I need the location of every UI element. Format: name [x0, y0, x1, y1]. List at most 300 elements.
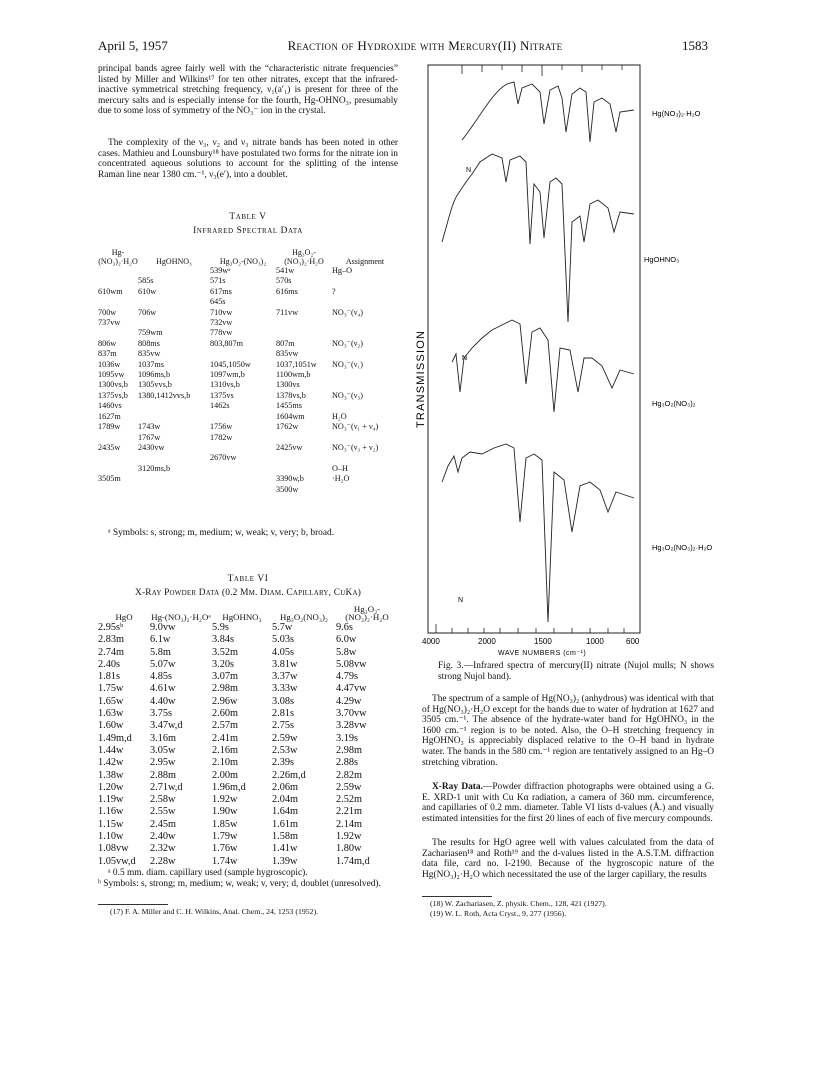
table-cell: 1762w: [276, 422, 299, 432]
top-ticks: [462, 65, 622, 76]
table-cell: [332, 485, 398, 495]
table-cell: 3.33w: [272, 683, 298, 695]
table-cell: 1767w: [138, 432, 161, 442]
table-row: [98, 770, 398, 782]
table-cell: 1.05vw,d: [98, 855, 136, 867]
reference-17: (17) F. A. Miller and C. H. Wilkins, Anal. Chem., 24, 1253 (1952).: [110, 907, 319, 916]
table-cell: 4.47vw: [336, 683, 367, 695]
table5-header: HgOHNO₃: [156, 256, 192, 266]
table-row: [98, 634, 398, 646]
table-cell: [210, 349, 276, 359]
table-cell: 4.05s: [272, 646, 295, 658]
table-cell: 1.44w: [98, 744, 124, 756]
table-cell: 1756w: [210, 422, 233, 432]
table-cell: 732vw: [210, 318, 233, 328]
table-cell: 616ms: [276, 286, 298, 296]
table-cell: 2.88s: [336, 757, 359, 769]
table-cell: 1627m: [98, 411, 121, 421]
table-cell: 2.59w: [336, 781, 362, 793]
table-cell: 706w: [138, 307, 157, 317]
table-row: [98, 391, 398, 401]
table-cell: 1.20w: [98, 781, 124, 793]
table5-header: Hg₃O₂-(NO₃)₂: [219, 256, 267, 266]
table-cell: 4.29w: [336, 695, 362, 707]
table5-body: [98, 266, 398, 495]
table-cell: 585s: [138, 276, 154, 286]
table-cell: 1.39w: [272, 855, 298, 867]
table-row: [98, 485, 398, 495]
table-cell: 3.81w: [272, 658, 298, 670]
table-cell: 2.98m: [336, 744, 363, 756]
trace-label-1: Hg(NO₃)₂·H₂O: [652, 109, 701, 118]
table-cell: 1.92w: [336, 831, 362, 843]
table-cell: 1789w: [98, 422, 121, 432]
table-cell: [138, 297, 210, 307]
table-cell: [138, 401, 210, 411]
table-cell: 1.75w: [98, 683, 124, 695]
table-cell: [98, 297, 138, 307]
table-cell: 9.0vw: [150, 622, 176, 633]
paragraph-hgo-results: The results for HgO agree well with values calculated from the data of Zachariasen¹⁸ and Roth¹⁹ and the d-values listed in the A.S.T.M. diffraction data file, card no. I-2190. Because of the hygroscopic nature of the Hg(NO₃)₂·H₂O which necessitated the use of the larger capillary, the results: [422, 838, 714, 880]
table-row: [98, 733, 398, 745]
table-cell: [98, 433, 138, 443]
table-cell: [332, 297, 398, 307]
table-row: [98, 647, 398, 659]
table-cell: 1095vw: [98, 370, 125, 380]
table-cell: 2.88m: [150, 769, 177, 781]
table-cell: 1.79w: [212, 831, 238, 843]
table-cell: 1.80w: [336, 843, 362, 855]
table-cell: 5.7w: [272, 622, 293, 633]
table6-header: Hg₃O₂(NO₃)₂: [280, 612, 328, 623]
reference-18: (18) W. Zachariasen, Z. physik. Chem., 128, 421 (1927).: [430, 899, 607, 908]
table-cell: 4.40w: [150, 695, 176, 707]
table-cell: 1.15w: [98, 818, 124, 830]
table-cell: 1.49m,d: [98, 732, 132, 744]
table-row: [98, 422, 398, 432]
table-cell: 803,807m: [210, 338, 243, 348]
table-cell: 807m: [276, 338, 295, 348]
ir-spectra-chart: [415, 62, 714, 658]
table-cell: 2.59w: [272, 732, 298, 744]
table-cell: 1.08vw: [98, 843, 129, 855]
table-cell: 806w: [98, 338, 117, 348]
table6-body: [98, 622, 398, 868]
table-cell: [276, 433, 332, 443]
table-cell: 5.9s: [212, 622, 229, 633]
table-cell: [98, 464, 138, 474]
table-cell: NO₃⁻(ν₁): [332, 359, 364, 369]
table-cell: 2.74m: [98, 646, 125, 658]
table-row: [98, 380, 398, 390]
table-row: [98, 696, 398, 708]
table6-title: X-Ray Powder Data (0.2 Mm. Diam. Capillary, CuKα): [134, 588, 362, 598]
table-cell: NO₃⁻(ν₃): [332, 390, 364, 400]
table-cell: 1300vs,b: [98, 380, 128, 390]
table-cell: 1.19w: [98, 794, 124, 806]
table-cell: 2.60m: [212, 708, 239, 720]
table-cell: [138, 474, 210, 484]
table-cell: 3.08s: [272, 695, 295, 707]
table-row: [98, 412, 398, 422]
table-cell: [332, 380, 398, 390]
table-cell: 1.74m,d: [336, 855, 370, 867]
table-cell: [210, 474, 276, 484]
table6-header: HgO: [115, 612, 133, 623]
table-row: [98, 360, 398, 370]
table-cell: 3.16m: [150, 732, 177, 744]
table-row: [98, 831, 398, 843]
table-cell: 2435w: [98, 442, 121, 452]
table-cell: 5.03s: [272, 634, 295, 646]
table-cell: 1375vs,b: [98, 390, 128, 400]
x-tick-label: 1500: [534, 637, 552, 646]
table-cell: 3.84s: [212, 634, 235, 646]
table-cell: 541w: [276, 266, 295, 275]
table-cell: 1100wm,b: [276, 370, 311, 380]
table-cell: 1.74w: [212, 855, 238, 867]
figure-caption: Fig. 3.—Infrared spectra of mercury(II) nitrate (Nujol mulls; N shows strong Nujol band).: [438, 661, 714, 682]
table-row: [98, 819, 398, 831]
x-tick-label: 1000: [586, 637, 604, 646]
nujol-marker: N: [458, 597, 464, 604]
table-row: [98, 308, 398, 318]
table-cell: 2.00m: [212, 769, 239, 781]
table-cell: 3.20s: [212, 658, 235, 670]
table-row: [98, 349, 398, 359]
table-cell: 3390w,b: [276, 474, 304, 484]
table-cell: 617ms: [210, 286, 232, 296]
table-cell: 1036w: [98, 359, 121, 369]
table-cell: [332, 370, 398, 380]
table-cell: [276, 453, 332, 463]
table-cell: 539wᵃ: [210, 266, 231, 275]
table5-footnote: ᵃ Symbols: s, strong; m, medium; w, weak; v, very; b, broad.: [108, 528, 335, 538]
trace-label-2: HgOHNO₃: [644, 255, 680, 264]
table-cell: 2425vw: [276, 442, 303, 452]
table-row: [98, 339, 398, 349]
table-cell: [138, 453, 210, 463]
paragraph-xray: [422, 782, 714, 824]
table-cell: 2.96w: [212, 695, 238, 707]
table-cell: 2.41m: [212, 732, 239, 744]
xray-heading: X-Ray Data.: [432, 782, 483, 792]
table-cell: 2.58w: [150, 794, 176, 806]
table-cell: 2670vw: [210, 453, 237, 463]
table-row: [98, 745, 398, 757]
table-cell: NO₃⁻(ν₁ + ν₄): [332, 422, 379, 432]
table-cell: 3.70vw: [336, 708, 367, 720]
table-cell: 2.26m,d: [272, 769, 306, 781]
table-row: [98, 782, 398, 794]
table-cell: NO₃⁻(ν₂): [332, 338, 364, 348]
x-tick-label: 4000: [422, 637, 440, 646]
table5-header: Hg₃O₂-(NO₃)₂·H₂O: [284, 248, 324, 266]
table-cell: 4.79s: [336, 671, 359, 683]
table-cell: 2.53w: [272, 744, 298, 756]
table-row: [98, 453, 398, 463]
table-cell: [210, 412, 276, 422]
table-cell: 4.85s: [150, 671, 173, 683]
spectrum-trace-2: [442, 154, 634, 322]
y-axis-label: TRANSMISSION: [415, 329, 427, 428]
table-cell: 3.75s: [150, 708, 173, 720]
table-cell: 1.61m: [272, 818, 299, 830]
table-cell: [332, 276, 398, 286]
intro-paragraph: principal bands agree fairly well with the “characteristic nitrate frequencies” listed by Miller and Wilkins¹⁷ for ten other nitrates, except that the infrared-inactive symmetrical stretching frequency, ν₁(a′₁) is present for three of the mercury salts and is especially intense for the fourth, Hg-OHNO₃, presumably due to some loss of symmetry of the NO₃⁻ ion in the crystal.: [98, 64, 398, 117]
table-cell: ·H₂O: [332, 474, 350, 484]
table-row: [98, 401, 398, 411]
table5-caption: Table V: [229, 212, 267, 222]
table-cell: 711vw: [276, 307, 298, 317]
table-cell: [138, 318, 210, 328]
table5-header: Assignment: [345, 256, 385, 266]
table-row: [98, 474, 398, 484]
table-cell: 759wm: [138, 328, 163, 338]
table-cell: 2.71w,d: [150, 781, 183, 793]
table-cell: 2.39s: [272, 757, 295, 769]
table-cell: [332, 453, 398, 463]
table6-header: HgOHNO₃: [222, 612, 262, 623]
table-cell: 835vw: [138, 349, 161, 359]
table5-header: Hg-(NO₃)₂·H₂O: [98, 248, 138, 266]
table-cell: [98, 276, 138, 286]
table6-xray: [98, 602, 398, 868]
paragraph-anhydrous: The spectrum of a sample of Hg(NO₃)₂ (anhydrous) was identical with that of Hg(NO₃)₂·H₂O except for the bands due to water of hydration at 1627 and 3505 cm.⁻¹. The absence of the hydrate-water band for HgOHNO₃ in the 1600 cm.⁻¹ region is to be noted. Also, the O–H stretching frequency in HgOHNO₃ is appreciably displaced relative to the O–H band in hydrate water. The bands in the 580 cm.⁻¹ region are tentatively assigned to an Hg–O stretching vibration.: [422, 694, 714, 768]
plot-frame: [428, 65, 640, 633]
table-row: [98, 843, 398, 855]
table-cell: 1.96m,d: [212, 781, 246, 793]
reference-19: (19) W. L. Roth, Acta Cryst., 9, 277 (1956).: [430, 909, 567, 918]
table-cell: 2.14m: [336, 818, 363, 830]
table-row: [98, 287, 398, 297]
table-cell: 1604wm: [276, 411, 305, 421]
table-cell: 2.06m: [272, 781, 299, 793]
table-cell: 1.63w: [98, 708, 124, 720]
table-cell: 1.42w: [98, 757, 124, 769]
table6-caption: Table VI: [227, 574, 269, 584]
x-axis-label: WAVE NUMBERS (cm⁻¹): [498, 650, 587, 657]
table-cell: H₂O: [332, 411, 347, 421]
table-cell: 3.05w: [150, 744, 176, 756]
spectrum-trace-3: [452, 320, 634, 412]
table-cell: [98, 266, 138, 276]
table-row: [98, 318, 398, 328]
table-cell: 1378vs,b: [276, 390, 306, 400]
table6-footnote-a: ᵃ 0.5 mm. diam. capillary used (sample hygroscopic).: [108, 868, 308, 878]
table-cell: 1.10w: [98, 831, 124, 843]
table-cell: [98, 328, 138, 338]
table-cell: 5.08vw: [336, 658, 367, 670]
table-cell: 2.95sᵇ: [98, 622, 124, 633]
table-cell: 1305vvs,b: [138, 380, 172, 390]
table-cell: 3.52m: [212, 646, 239, 658]
table-cell: 3120ms,b: [138, 463, 171, 473]
table-cell: 1300vs: [276, 380, 300, 390]
table-cell: 2.10m: [212, 757, 239, 769]
x-tick-label: 2000: [478, 637, 496, 646]
table-cell: 1037,1051w: [276, 359, 317, 369]
table-cell: [276, 297, 332, 307]
table-cell: 837m: [98, 349, 117, 359]
table-cell: 2.04m: [272, 794, 299, 806]
table-cell: NO₃⁻(ν₃ + ν₂): [332, 442, 379, 452]
table-cell: 1.60w: [98, 720, 124, 732]
table-cell: [210, 464, 276, 474]
table-row: [98, 328, 398, 338]
bottom-ticks: [436, 624, 624, 633]
trace-label-4: Hg₃O₂(NO₃)₂·H₂O: [652, 543, 713, 552]
table-cell: 2.82m: [336, 769, 363, 781]
table-cell: 1.90w: [212, 806, 238, 818]
table-cell: 1.85w: [212, 818, 238, 830]
table-cell: 6.0w: [336, 634, 357, 646]
table-cell: 1.41w: [272, 843, 298, 855]
table-row: [98, 433, 398, 443]
nujol-marker: N: [466, 167, 472, 174]
table5-infrared: [98, 240, 398, 495]
trace-label-3: Hg₃O₂(NO₃)₂: [652, 399, 696, 408]
table-cell: 1.16w: [98, 806, 124, 818]
table-cell: 1462s: [210, 401, 230, 411]
table-cell: [332, 349, 398, 359]
table-row: [98, 276, 398, 286]
table-row: [98, 806, 398, 818]
table-cell: 1097wm,b: [210, 370, 245, 380]
table-cell: [332, 328, 398, 338]
table-cell: 1045,1050w: [210, 359, 251, 369]
table-row: [98, 757, 398, 769]
table-cell: 9.6s: [336, 622, 353, 633]
table-row: [98, 443, 398, 453]
table-cell: 2.16m: [212, 744, 239, 756]
table-row: [98, 671, 398, 683]
table-cell: 3500w: [276, 484, 299, 494]
table-row: [98, 856, 398, 868]
table-cell: 610wm: [98, 286, 123, 296]
table-cell: 2430vw: [138, 442, 165, 452]
table-cell: 1.76w: [212, 843, 238, 855]
table-cell: 2.75s: [272, 720, 295, 732]
table-cell: 1375vs: [210, 390, 234, 400]
table-cell: [276, 318, 332, 328]
table-cell: 610w: [138, 286, 157, 296]
table-cell: 3.19s: [336, 732, 359, 744]
table6-footnote-b: ᵇ Symbols: s, strong; m, medium; w, weak; v, very; d, doublet (unresolved).: [98, 879, 381, 889]
table-cell: [210, 485, 276, 495]
table-cell: 3505m: [98, 474, 121, 484]
spectrum-trace-1: [462, 82, 634, 142]
table-cell: 1782w: [210, 432, 233, 442]
figure-3: [415, 62, 714, 658]
footnote-rule-right: [422, 896, 492, 897]
page-number: 1583: [682, 38, 708, 53]
spectrum-trace-4: [442, 444, 634, 622]
table-cell: 645s: [210, 297, 226, 307]
table5-title: Infrared Spectral Data: [193, 226, 303, 236]
table-row: [98, 708, 398, 720]
table-cell: 1.64m: [272, 806, 299, 818]
table-cell: [98, 453, 138, 463]
table-cell: 1037ms: [138, 359, 164, 369]
table-cell: 570s: [276, 276, 292, 286]
table-cell: ?: [332, 286, 336, 296]
table-cell: [332, 401, 398, 411]
table-row: [98, 464, 398, 474]
table-cell: 571s: [210, 276, 226, 286]
running-date: April 5, 1957: [98, 38, 168, 53]
table-row: [98, 720, 398, 732]
table-cell: 2.81s: [272, 708, 295, 720]
table-cell: 2.95w: [150, 757, 176, 769]
footnote-rule: [98, 904, 168, 905]
table-cell: 1.65w: [98, 695, 124, 707]
table-cell: 1743w: [138, 422, 161, 432]
table-cell: 2.52m: [336, 794, 363, 806]
table-cell: 2.57m: [212, 720, 239, 732]
table-cell: 1310vs,b: [210, 380, 240, 390]
table-cell: 5.8w: [336, 646, 357, 658]
table-cell: 3.37w: [272, 671, 298, 683]
table-cell: 2.83m: [98, 634, 125, 646]
table-cell: 710vw: [210, 307, 233, 317]
table-cell: [276, 328, 332, 338]
table-cell: 3.07m: [212, 671, 239, 683]
table-cell: 808ms: [138, 338, 160, 348]
table-row: [98, 266, 398, 276]
table-cell: [210, 443, 276, 453]
table6-header: Hg-(NO₃)₂·H₂Oᵃ: [151, 612, 211, 623]
table-cell: [332, 318, 398, 328]
table-row: [98, 297, 398, 307]
table-row: [98, 622, 398, 634]
table-cell: 737vw: [98, 318, 121, 328]
table-cell: 1.92w: [212, 794, 238, 806]
table-cell: 835vw: [276, 349, 299, 359]
table-cell: 1460vs: [98, 401, 122, 411]
table-cell: Hg–O: [332, 266, 353, 275]
table-cell: 3.28vw: [336, 720, 367, 732]
table-row: [98, 683, 398, 695]
table-row: [98, 659, 398, 671]
table-cell: 1.81s: [98, 671, 121, 683]
xray-text: —Powder diffraction photographs were obtained using a G. E. XRD-1 unit with Cu Kα radiation, a camera of 360 mm. circumference, and capillaries of 0.2 mm. diameter. Table VI lists d-values (Å.) and visually estimated intensities for the first 20 lines of each of five mercury compounds.: [422, 782, 714, 824]
table-cell: 1.58m: [272, 831, 299, 843]
table-cell: [138, 266, 210, 276]
table-cell: [138, 412, 210, 422]
table-cell: 2.32w: [150, 843, 176, 855]
table-cell: 2.98m: [212, 683, 239, 695]
table-cell: 3.47w,d: [150, 720, 183, 732]
table-cell: 700w: [98, 307, 117, 317]
table-row: [98, 794, 398, 806]
table-cell: 1096ms,b: [138, 370, 171, 380]
table-cell: 2.40s: [98, 658, 121, 670]
table-cell: [98, 485, 138, 495]
table-cell: [138, 485, 210, 495]
x-tick-label: 600: [626, 637, 640, 646]
table-cell: 2.45m: [150, 818, 177, 830]
table-cell: 2.28w: [150, 855, 176, 867]
table-cell: 1380,1412vvs,b: [138, 390, 191, 400]
table-cell: 2.21m: [336, 806, 363, 818]
table-cell: O–H: [332, 463, 348, 473]
table-cell: 5.07w: [150, 658, 176, 670]
table-cell: [276, 464, 332, 474]
table-cell: 2.55w: [150, 806, 176, 818]
nujol-marker: N: [462, 355, 468, 362]
table-row: [98, 370, 398, 380]
